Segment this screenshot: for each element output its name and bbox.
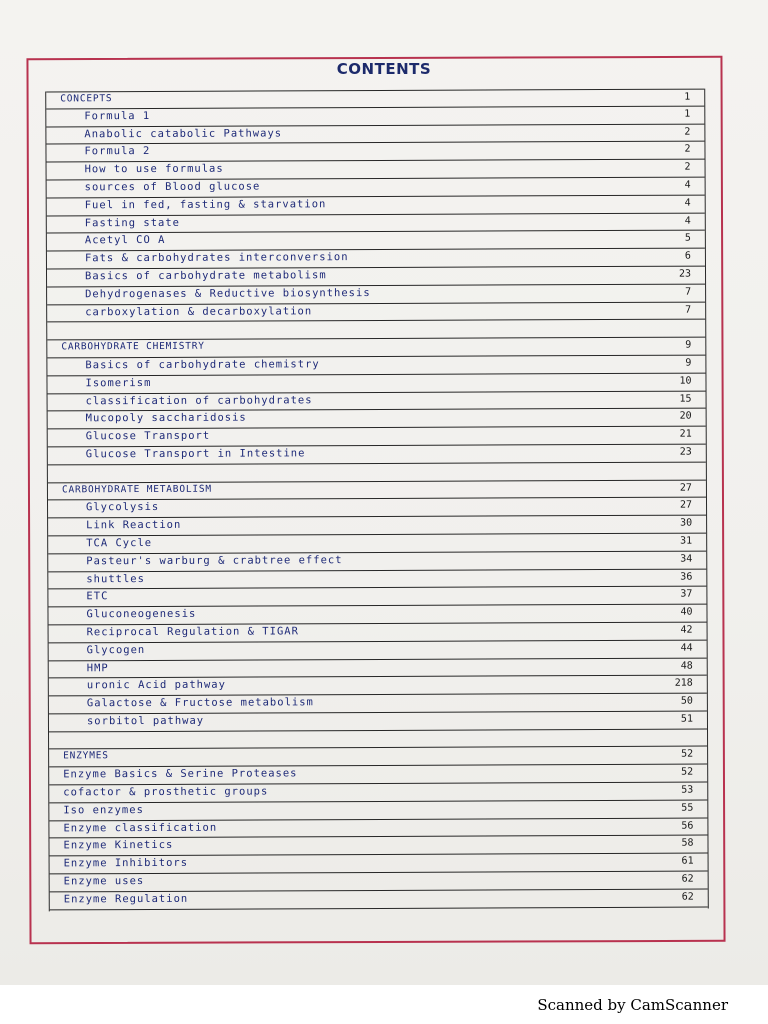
page-number: 53	[681, 784, 694, 796]
page-number: 9	[685, 339, 692, 351]
page-number: 55	[681, 802, 694, 814]
entry-title: Enzyme Inhibitors	[63, 857, 189, 870]
page-number: 51	[680, 713, 693, 725]
contents-table	[45, 89, 709, 912]
page-number: 62	[681, 891, 694, 903]
page-number: 27	[679, 499, 693, 512]
entry-title: Pasteur's warburg & crabtree effect	[86, 553, 343, 567]
page-number: 21	[679, 428, 692, 440]
page-number: 20	[679, 410, 692, 423]
entry-title: carboxylation & decarboxylation	[85, 304, 313, 318]
entry-title: Gluconeogenesis	[86, 607, 197, 621]
page-number: 44	[680, 642, 693, 654]
entry-title: Isomerism	[85, 376, 152, 390]
entry-title: Glycogen	[86, 643, 146, 656]
entry-title: cofactor & prosthetic groups	[63, 785, 269, 799]
entry-title: Acetyl CO A	[84, 234, 166, 247]
entry-title: Fats & carbohydrates interconversion	[84, 251, 349, 265]
page-number: 37	[680, 588, 693, 600]
page-number: 6	[684, 250, 691, 262]
section-title: CONCEPTS	[60, 93, 113, 105]
entry-title: HMP	[86, 661, 109, 674]
entry-title: uronic Acid pathway	[86, 678, 226, 692]
page-number: 30	[680, 517, 693, 529]
entry-title: Formula 2	[84, 145, 151, 158]
page-number: 27	[679, 482, 692, 494]
page-number: 23	[679, 446, 692, 458]
entry-title: Link Reaction	[86, 518, 182, 532]
page-number: 1	[684, 108, 691, 120]
page-number: 15	[679, 393, 692, 405]
page-number: 218	[674, 677, 693, 689]
page-number: 40	[680, 606, 693, 618]
page-number: 34	[680, 553, 693, 565]
scanner-watermark: Scanned by CamScanner	[537, 996, 728, 1014]
page-number: 2	[684, 161, 691, 173]
page-number: 1	[684, 91, 691, 103]
page-number: 4	[684, 179, 691, 191]
entry-title: Reciprocal Regulation & TIGAR	[86, 625, 299, 639]
section-title: CARBOHYDRATE METABOLISM	[61, 483, 212, 495]
page-number: 4	[684, 197, 691, 209]
entry-title: Formula 1	[84, 109, 151, 123]
page-number: 10	[679, 375, 692, 387]
entry-title: sources of Blood glucose	[84, 180, 261, 194]
page-number: 4	[684, 215, 691, 227]
entry-title: Glucose Transport in Intestine	[85, 447, 306, 461]
page-number: 5	[684, 233, 691, 245]
toc-row	[50, 889, 708, 910]
page-number: 50	[680, 695, 693, 707]
page-number: 31	[680, 535, 693, 547]
entry-title: Fasting state	[84, 216, 181, 229]
section-title: ENZYMES	[63, 750, 109, 762]
page-number: 9	[685, 357, 692, 369]
page-number: 52	[681, 766, 694, 778]
page-number: 2	[684, 144, 691, 156]
page-title: CONTENTS	[336, 60, 432, 78]
entry-title: Glucose Transport	[85, 429, 211, 443]
page-number: 48	[680, 660, 693, 672]
entry-title: Anabolic catabolic Pathways	[84, 127, 283, 140]
page-number: 61	[681, 855, 694, 867]
section-title: CARBOHYDRATE CHEMISTRY	[61, 340, 205, 353]
entry-title: Basics of carbohydrate metabolism	[84, 269, 327, 283]
entry-title: ETC	[86, 590, 109, 603]
page-number: 23	[678, 268, 692, 280]
entry-title: Fuel in fed, fasting & starvation	[84, 197, 327, 212]
entry-title: Enzyme classification	[63, 821, 218, 835]
entry-title: How to use formulas	[84, 162, 224, 176]
entry-title: Enzyme Basics & Serine Proteases	[63, 767, 298, 781]
entry-title: Enzyme uses	[63, 875, 145, 888]
entry-title: shuttles	[86, 572, 145, 585]
entry-title: Enzyme Regulation	[63, 892, 189, 906]
entry-title: Basics of carbohydrate chemistry	[85, 358, 320, 372]
entry-title: Mucopoly saccharidosis	[85, 411, 247, 425]
entry-title: TCA Cycle	[86, 536, 153, 550]
entry-title: Enzyme Kinetics	[63, 839, 174, 852]
page-number: 2	[684, 126, 691, 138]
page-number: 58	[681, 838, 694, 850]
page-number: 7	[685, 286, 692, 298]
entry-title: classification of carbohydrates	[85, 393, 313, 407]
entry-title: sorbitol pathway	[86, 714, 205, 728]
page-number: 36	[680, 571, 693, 583]
entry-title: Dehydrogenases & Reductive biosynthesis	[85, 286, 371, 301]
page-number: 62	[681, 873, 694, 885]
page-number: 56	[681, 820, 694, 832]
page-number: 7	[685, 304, 692, 316]
entry-title: Galactose & Fructose metabolism	[86, 696, 314, 710]
entry-title: Glycolysis	[86, 501, 160, 514]
page-number: 52	[681, 749, 694, 761]
page-number: 42	[680, 624, 693, 636]
entry-title: Iso enzymes	[63, 803, 144, 817]
